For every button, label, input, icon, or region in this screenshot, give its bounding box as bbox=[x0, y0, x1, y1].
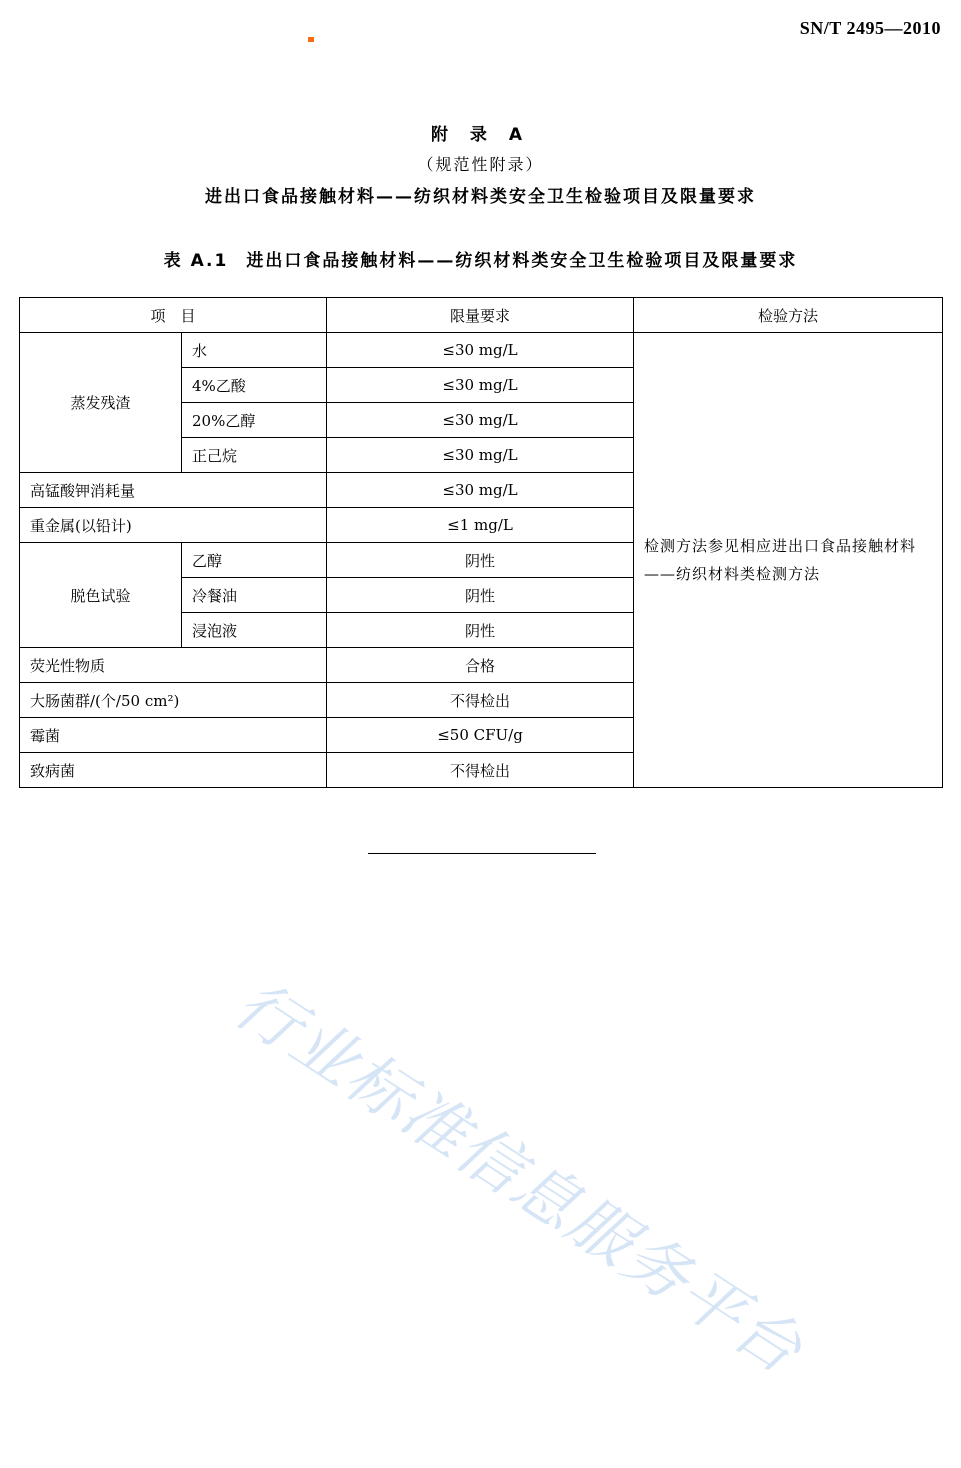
sub-item: 乙醇 bbox=[182, 543, 327, 578]
limit-value: 阴性 bbox=[327, 578, 634, 613]
appendix-title: 进出口食品接触材料——纺织材料类安全卫生检验项目及限量要求 bbox=[205, 187, 756, 207]
limit-value: 阴性 bbox=[327, 613, 634, 648]
method-text: 检测方法参见相应进出口食品接触材料——纺织材料类检测方法 bbox=[634, 333, 943, 788]
group-evaporation-residue: 蒸发残渣 bbox=[20, 333, 182, 473]
sub-item: 20%乙醇 bbox=[182, 403, 327, 438]
sub-item: 水 bbox=[182, 333, 327, 368]
orange-mark bbox=[308, 37, 314, 42]
table-caption-number: 表 A.1 bbox=[163, 251, 229, 271]
limit-value: 不得检出 bbox=[327, 683, 634, 718]
item-name: 致病菌 bbox=[20, 753, 327, 788]
table-caption bbox=[0, 246, 961, 271]
limit-value: ≤30 mg/L bbox=[327, 438, 634, 473]
item-name: 大肠菌群/(个/50 cm²) bbox=[20, 683, 327, 718]
table-header-row bbox=[20, 298, 943, 333]
appendix-type: （规范性附录） bbox=[417, 155, 544, 174]
end-rule-line bbox=[368, 853, 596, 854]
header-item: 项 目 bbox=[20, 298, 327, 333]
limit-value: 合格 bbox=[327, 648, 634, 683]
limit-value: 不得检出 bbox=[327, 753, 634, 788]
sub-item: 4%乙酸 bbox=[182, 368, 327, 403]
table-row bbox=[20, 333, 943, 368]
sub-item: 正己烷 bbox=[182, 438, 327, 473]
appendix-label: 附 录 A bbox=[431, 125, 530, 145]
header-limit: 限量要求 bbox=[327, 298, 634, 333]
limit-value: ≤1 mg/L bbox=[327, 508, 634, 543]
limit-value: ≤30 mg/L bbox=[327, 333, 634, 368]
item-name: 霉菌 bbox=[20, 718, 327, 753]
limit-value: ≤30 mg/L bbox=[327, 403, 634, 438]
header-method: 检验方法 bbox=[634, 298, 943, 333]
requirements-table bbox=[19, 297, 943, 788]
item-name: 高锰酸钾消耗量 bbox=[20, 473, 327, 508]
group-decolor-test: 脱色试验 bbox=[20, 543, 182, 648]
sub-item: 冷餐油 bbox=[182, 578, 327, 613]
limit-value: ≤30 mg/L bbox=[327, 368, 634, 403]
limit-value: ≤50 CFU/g bbox=[327, 718, 634, 753]
table-caption-title: 进出口食品接触材料——纺织材料类安全卫生检验项目及限量要求 bbox=[246, 251, 798, 271]
item-name: 重金属(以铅计) bbox=[20, 508, 327, 543]
watermark-text: 行业标准信息服务平台 bbox=[221, 967, 816, 1390]
limit-value: 阴性 bbox=[327, 543, 634, 578]
sub-item: 浸泡液 bbox=[182, 613, 327, 648]
standard-code: SN/T 2495—2010 bbox=[799, 18, 941, 38]
limit-value: ≤30 mg/L bbox=[327, 473, 634, 508]
appendix-title-block bbox=[0, 120, 961, 214]
item-name: 荧光性物质 bbox=[20, 648, 327, 683]
